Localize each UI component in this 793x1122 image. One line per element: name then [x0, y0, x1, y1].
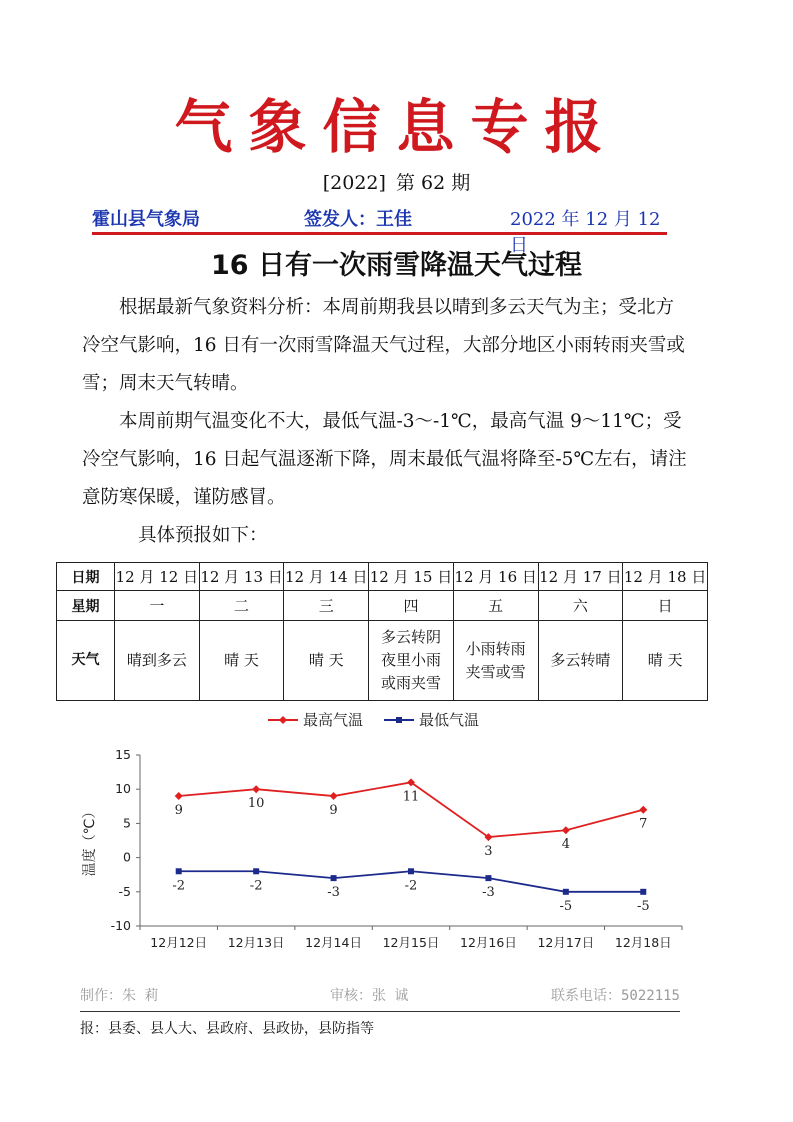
- paragraph-analysis: 根据最新气象资料分析：本周前期我县以晴到多云天气为主；受北方冷空气影响，16 日有一次雨雪降温天气过程，大部分地区小雨转雨夹雪或雪；周末天气转晴。: [82, 297, 685, 394]
- weekday-cell: 四: [369, 591, 454, 621]
- weather-cell: 多云转晴: [538, 621, 623, 701]
- table-row-weekdays: [57, 591, 708, 621]
- y-tick-label: 10: [115, 781, 131, 797]
- weather-cell: 晴 天: [284, 621, 369, 701]
- x-tick-label: 12月12日: [150, 935, 208, 950]
- header-divider: [92, 232, 667, 235]
- year-tag: [2022]: [322, 172, 386, 194]
- date-cell: 12 月 13 日: [199, 563, 284, 591]
- weather-cell: 晴 天: [199, 621, 284, 701]
- data-point-low: [408, 868, 414, 874]
- data-label: -5: [559, 898, 573, 914]
- data-label: 4: [561, 837, 570, 853]
- weekday-cell: 六: [538, 591, 623, 621]
- data-label: 9: [174, 803, 183, 819]
- data-point-high: [330, 792, 338, 800]
- paragraph-temperature: 本周前期气温变化不大，最低气温-3～-1℃，最高气温 9～11℃；受冷空气影响，16 日起气温逐渐下降，周末最低气温将降至-5℃左右，请注意防寒保暖，谨防感冒。: [82, 411, 687, 508]
- x-tick-label: 12月15日: [382, 935, 440, 950]
- footer-credits: [80, 985, 680, 1007]
- data-point-high: [252, 785, 260, 793]
- y-axis-label: 温度（℃）: [82, 804, 98, 877]
- y-tick-label: -10: [110, 918, 131, 933]
- distribution-line: 报：县委、县人大、县政府、县政协，县防指等: [80, 1021, 374, 1037]
- footer-maker: 制作：朱 莉: [80, 988, 159, 1004]
- data-label: -2: [172, 878, 186, 894]
- weekday-cell: 三: [284, 591, 369, 621]
- row-label-weekday: 星期: [57, 591, 115, 621]
- data-label: -3: [327, 885, 340, 901]
- data-label: 9: [329, 803, 338, 819]
- temperature-line-chart: [56, 705, 708, 970]
- y-tick-label: -5: [118, 883, 131, 899]
- weather-cell: 多云转阴 夜里小雨 或雨夹雪: [369, 621, 454, 701]
- weather-cell: 晴到多云: [115, 621, 200, 701]
- date-cell: 12 月 15 日: [369, 563, 454, 591]
- legend-label: 最低气温: [419, 711, 480, 729]
- data-point-high: [175, 792, 183, 800]
- issue-number: 第 62 期: [395, 172, 471, 194]
- footer-divider: [80, 1011, 680, 1012]
- date-cell: 12 月 17 日: [538, 563, 623, 591]
- headline: 16 日有一次雨雪降温天气过程: [211, 250, 582, 281]
- x-tick-label: 12月18日: [614, 935, 672, 950]
- date-cell: 12 月 12 日: [115, 563, 200, 591]
- legend-label: 最高气温: [303, 711, 364, 729]
- data-label: -2: [404, 878, 418, 894]
- footer-reviewer: 审核：张 诚: [330, 988, 409, 1004]
- footer-phone: 联系电话：5022115: [550, 988, 680, 1004]
- weather-cell: 小雨转雨 夹雪或雪: [453, 621, 538, 701]
- data-label: 10: [247, 796, 265, 812]
- data-label: 11: [402, 789, 420, 805]
- weekday-cell: 一: [115, 591, 200, 621]
- date-cell: 12 月 18 日: [623, 563, 708, 591]
- data-point-low: [331, 875, 337, 881]
- weekday-cell: 日: [623, 591, 708, 621]
- bureau-name: 霍山县气象局: [92, 209, 200, 230]
- row-label-weather: 天气: [57, 621, 115, 701]
- paragraph-intro: 具体预报如下：: [138, 525, 268, 546]
- data-point-low: [176, 868, 182, 874]
- y-tick-label: 0: [123, 849, 131, 865]
- y-tick-label: 15: [115, 747, 131, 762]
- data-point-low: [563, 889, 569, 895]
- issue-date: 2022 年 12 月 12 日: [510, 209, 661, 256]
- x-tick-label: 12月14日: [305, 935, 362, 950]
- data-point-low: [253, 868, 259, 874]
- legend-marker: [279, 716, 287, 724]
- data-point-high: [562, 826, 570, 834]
- y-tick-label: 5: [123, 815, 131, 831]
- report-title: 气象信息专报: [174, 93, 619, 161]
- date-cell: 12 月 16 日: [453, 563, 538, 591]
- meta-line: [92, 205, 672, 256]
- weekday-cell: 二: [199, 591, 284, 621]
- x-tick-label: 12月16日: [460, 935, 517, 950]
- data-label: -3: [482, 885, 495, 901]
- data-point-low: [485, 875, 491, 881]
- x-tick-label: 12月13日: [227, 935, 285, 950]
- data-label: 3: [484, 844, 493, 860]
- data-point-high: [639, 806, 647, 814]
- forecast-table: [56, 562, 708, 701]
- legend-marker: [396, 717, 402, 723]
- table-row-dates: [57, 563, 708, 591]
- data-label: -2: [249, 878, 263, 894]
- weekday-cell: 五: [453, 591, 538, 621]
- date-cell: 12 月 14 日: [284, 563, 369, 591]
- table-row-weather: [57, 621, 708, 701]
- weather-cell: 晴 天: [623, 621, 708, 701]
- data-point-low: [640, 889, 646, 895]
- issuer: 签发人：王佳: [304, 209, 412, 230]
- row-label-date: 日期: [57, 563, 115, 591]
- issue-line: [0, 168, 793, 195]
- data-label: -5: [636, 898, 650, 914]
- x-tick-label: 12月17日: [537, 935, 595, 950]
- data-label: 7: [639, 816, 648, 832]
